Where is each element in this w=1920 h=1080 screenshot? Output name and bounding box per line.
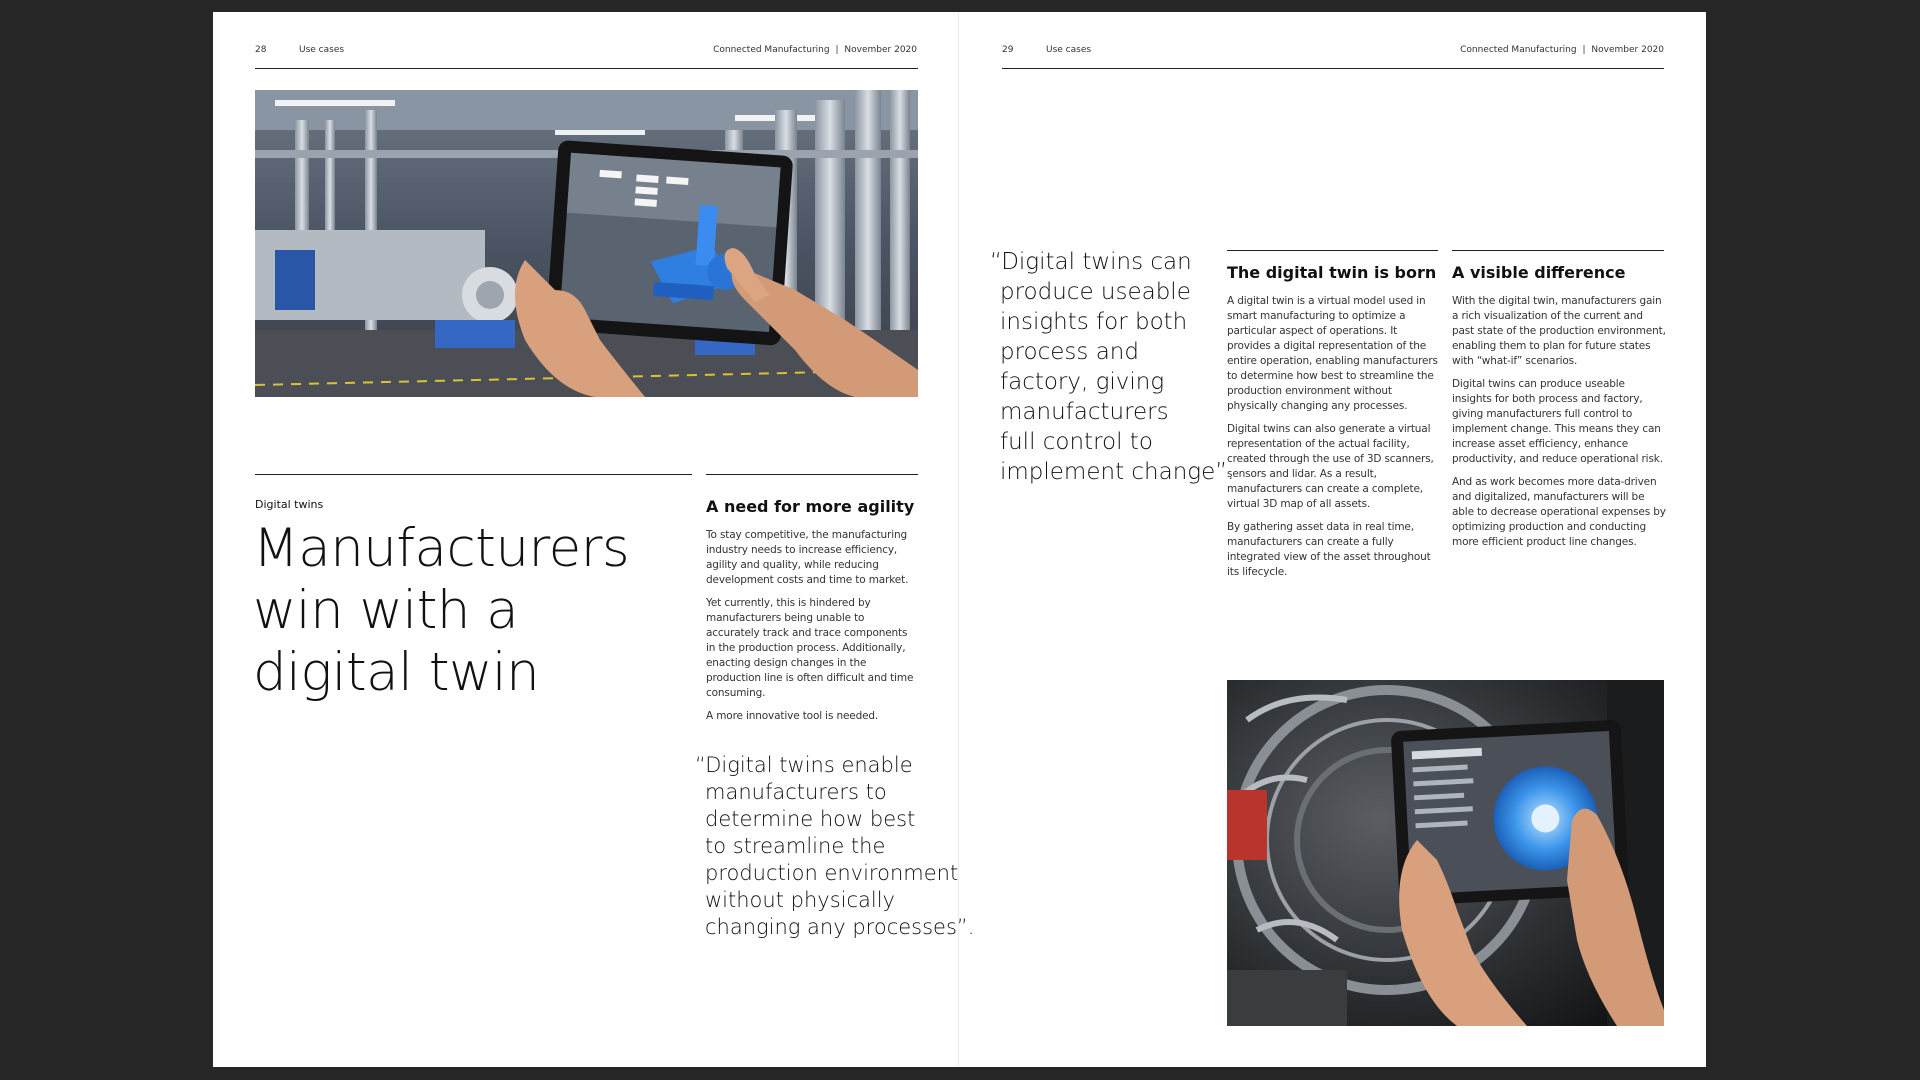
factory-tablet-illustration (255, 90, 918, 397)
pull-quote-right (990, 247, 1234, 487)
agility-body (706, 528, 918, 732)
page-number-right: 29 (1002, 45, 1014, 55)
born-rule (1227, 250, 1438, 251)
quote-line: process and (1000, 339, 1139, 365)
body-paragraph: A digital twin is a virtual model used in smart manufacturing to optimize a particular aspect of operations. It provides a digital representation of the entire operation, enabling manufacturers to determine how best to streamline the production environment without physically changing any processes. (1227, 295, 1438, 412)
engine-tablet-illustration (1227, 680, 1664, 1026)
quote-line: implement change”. (1000, 459, 1235, 485)
engine-tablet-photo (1227, 680, 1664, 1026)
quote-line: produce useable (1000, 279, 1191, 305)
born-body (1227, 294, 1441, 588)
page-title (253, 518, 629, 704)
page-number-left: 28 (255, 45, 267, 55)
publication-name: Connected Manufacturing (713, 45, 830, 55)
quote-line: without physically (705, 888, 895, 912)
quote-line: “Digital twins can (990, 249, 1192, 275)
agility-heading: A need for more agility (706, 497, 915, 516)
quote-line: changing any processes”. (705, 915, 975, 939)
quote-line: to streamline the (705, 834, 886, 858)
quote-line: insights for both (1000, 309, 1188, 335)
header-separator: | (835, 45, 839, 55)
section-kicker: Digital twins (255, 498, 324, 511)
quote-line: determine how best (705, 807, 916, 831)
quote-line: manufacturers to (705, 780, 887, 804)
title-line: digital twin (253, 642, 540, 703)
header-separator: | (1582, 45, 1586, 55)
visible-heading: A visible difference (1452, 263, 1626, 282)
body-paragraph: Digital twins can produce useable insights for both process and factory, giving manufacturers full control to implement change. This means they can increase asset efficiency, enhance productivity, and reduce operational risk. (1452, 378, 1663, 465)
publication-date: November 2020 (844, 45, 917, 55)
factory-tablet-photo (255, 90, 918, 397)
body-paragraph: A more innovative tool is needed. (706, 710, 879, 722)
body-paragraph: Digital twins can also generate a virtual representation of the actual facility, created through the use of 3D scanners, sensors and lidar. As a result, manufacturers can create a complete, virtual 3D map of all assets. (1227, 423, 1434, 510)
publication-label-right (1460, 45, 1664, 56)
pull-quote-left (695, 752, 974, 941)
visible-body (1452, 294, 1666, 558)
body-paragraph: Yet currently, this is hindered by manufacturers being unable to accurately track and trace components in the production process. Additionally, enacting design changes in the production line is often difficult and time consuming. (706, 597, 914, 699)
quote-line: factory, giving (1000, 369, 1165, 395)
visible-rule (1452, 250, 1664, 251)
title-line: win with a (253, 580, 519, 641)
body-paragraph: By gathering asset data in real time, manufacturers can create a fully integrated view of the asset throughout its lifecycle. (1227, 521, 1431, 578)
born-heading: The digital twin is born (1227, 263, 1437, 282)
publication-label-left (713, 45, 917, 56)
publication-date: November 2020 (1591, 45, 1664, 55)
publication-name: Connected Manufacturing (1460, 45, 1577, 55)
body-paragraph: To stay competitive, the manufacturing industry needs to increase efficiency, agility and quality, while reducing development costs and time to market. (706, 529, 909, 586)
header-rule-right (1002, 68, 1664, 69)
quote-line: “Digital twins enable (695, 753, 913, 777)
body-paragraph: With the digital twin, manufacturers gain a rich visualization of the current and past state of the production environment, enabling them to plan for future states with “what-if” scenarios. (1452, 295, 1666, 367)
title-rule (255, 474, 692, 475)
agility-rule (706, 474, 918, 475)
section-label-left: Use cases (299, 45, 345, 55)
quote-line: production environment (705, 861, 959, 885)
quote-line: full control to (1000, 429, 1153, 455)
section-label-right: Use cases (1046, 45, 1092, 55)
title-line: Manufacturers (253, 518, 630, 579)
quote-line: manufacturers (1000, 399, 1169, 425)
header-rule-left (255, 68, 918, 69)
body-paragraph: And as work becomes more data-driven and digitalized, manufacturers will be able to decrease operational expenses by optimizing production and conducting more efficient product line changes. (1452, 476, 1666, 548)
